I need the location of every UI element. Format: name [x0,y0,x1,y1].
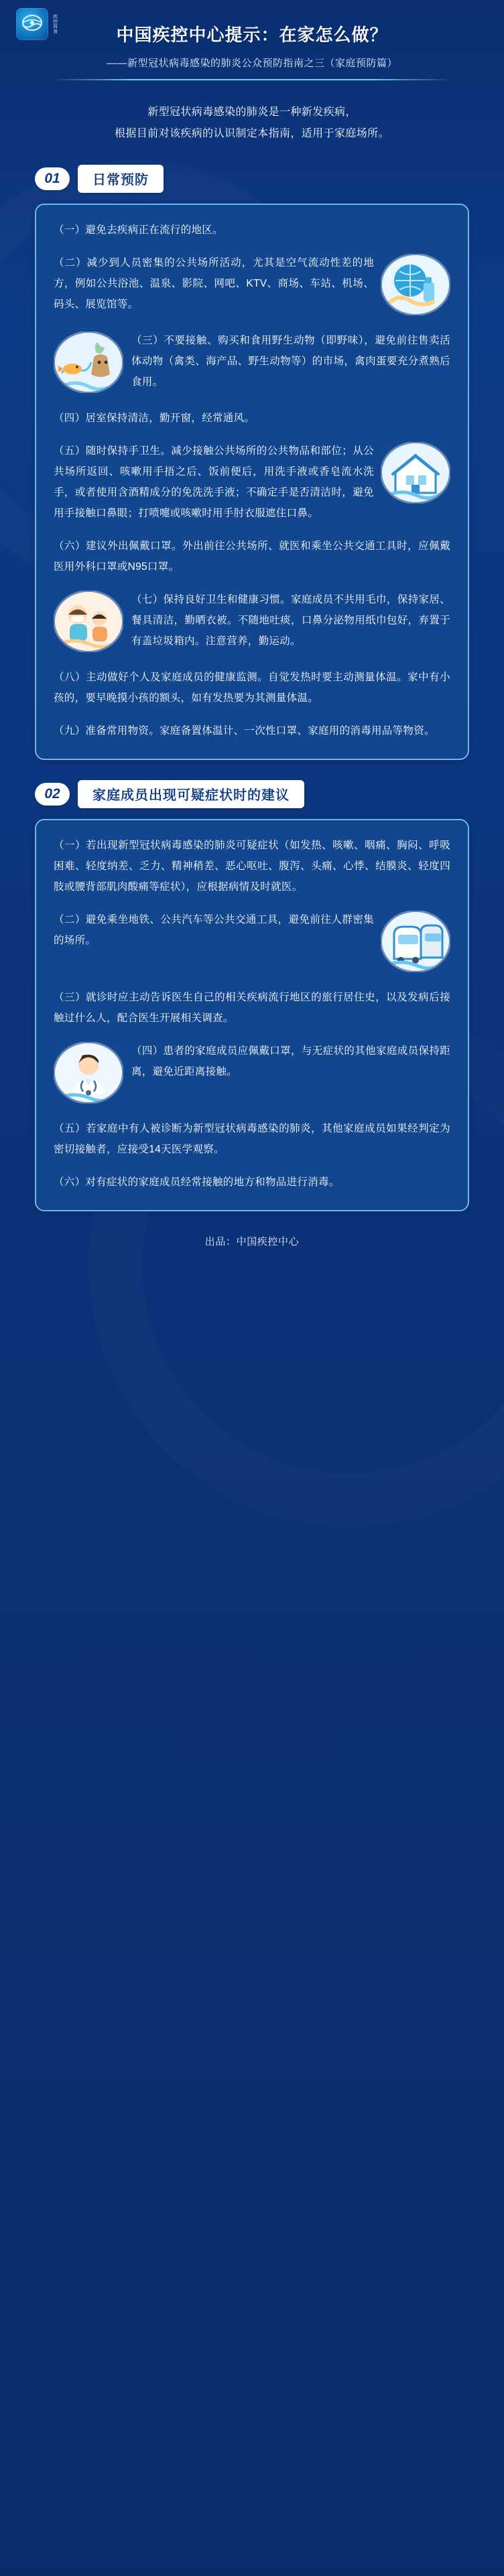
list-item: （六）建议外出佩戴口罩。外出前往公共场所、就医和乘坐公共交通工具时，应佩戴医用外科口罩或N95口罩。 [54,540,450,573]
intro-line-1: 新型冠状病毒感染的肺炎是一种新发疾病， [147,106,357,118]
page-header [0,0,504,84]
family-health-icon [54,591,123,652]
list-item-with-art [54,330,450,396]
list-item-text: （四）患者的家庭成员应佩戴口罩，与无症状的其他家庭成员保持距离，避免近距离接触。 [131,1045,450,1077]
list-item-text: （二）减少到人员密集的公共场所活动，尤其是空气流动性差的地方，例如公共浴池、温泉、影院、网吧、KTV、商场、车站、机场、码头、展览馆等。 [54,257,374,310]
list-item-text: （五）随时保持手卫生。减少接触公共场所的公共物品和部位；从公共场所返回、咳嗽用手捂之后、饭前便后，用洗手液或香皂流水洗手，或者使用含酒精成分的免洗洗手液；不确定手是否清洁时，避免用手接触口鼻眼；打喷嚏或咳嗽时用手肘衣服遮住口鼻。 [54,445,374,519]
list-item: （一）若出现新型冠状病毒感染的肺炎可疑症状（如发热、咳嗽、咽痛、胸闷、呼吸困难、轻度纳差、乏力、精神稍差、恶心呕吐、腹泻、头痛、心悸、结膜炎、轻度四肢或腰背部肌肉酸痛等症状），应根据病情及时就医。 [54,840,450,893]
page-title: 中国疾控中心提示：在家怎么做？ [116,25,388,45]
list-item: （九）准备常用物资。家庭备置体温计、一次性口罩、家庭用的消毒用品等物资。 [54,725,435,737]
list-item: （三）就诊时应主动告诉医生自己的相关疾病流行地区的旅行居住史，以及发病后接触过什么人，配合医生开展相关调查。 [54,992,450,1024]
logo-mark-icon [16,8,48,40]
list-item-with-art [54,909,450,975]
list-item-text: （七）保持良好卫生和健康习惯。家庭成员不共用毛巾，保持家居、餐具清洁，勤晒衣被。不随地吐痰，口鼻分泌物用纸巾包好，弃置于有盖垃圾箱内。注意营养，勤运动。 [131,594,450,647]
footer-source: 出品：中国疾控中心 [204,1236,300,1247]
section-header-01 [35,165,469,193]
doctor-icon [54,1042,123,1104]
page-subtitle: ——新型冠状病毒感染的肺炎公众预防指南之三（家庭预防篇） [106,58,397,69]
title-divider [51,79,453,80]
list-item-with-art [54,1041,450,1106]
section-number-01: 01 [35,167,70,190]
intro-line-2: 根据目前对该疾病的认识制定本指南，适用于家庭场所。 [114,128,389,139]
section-card-01 [35,204,469,760]
list-item-with-art [54,441,450,524]
bottom-bar [0,2569,504,2576]
globe-handwash-icon [381,254,450,315]
cdc-logo [16,7,74,42]
list-item: （一）避免去疾病正在流行的地区。 [54,224,223,236]
section-label-01: 日常预防 [78,165,164,193]
list-item-text: （二）避免乘坐地铁、公共汽车等公共交通工具，避免前往人群密集的场所。 [54,914,374,946]
section-card-02 [35,819,469,1211]
list-item-text: （三）不要接触、购买和食用野生动物（即野味），避免前往售卖活体动物（禽类、海产品、野生动物等）的市场，禽肉蛋要充分煮熟后食用。 [131,335,450,388]
list-item-with-art [54,589,450,655]
logo-text: 疾控科普 [52,14,58,34]
list-item-with-art [54,252,450,318]
list-item: （六）对有症状的家庭成员经常接触的地方和物品进行消毒。 [54,1177,340,1188]
list-item: （八）主动做好个人及家庭成员的健康监测。自觉发热时要主动测量体温。家中有小孩的，要早晚摸小孩的额头，如有发热要为其测量体温。 [54,672,450,704]
section-label-02: 家庭成员出现可疑症状时的建议 [78,780,304,808]
section-header-02 [35,780,469,808]
list-item: （五）若家庭中有人被诊断为新型冠状病毒感染的肺炎，其他家庭成员如果经判定为密切接触者，应接受14天医学观察。 [54,1123,450,1155]
wild-animals-icon [54,331,123,393]
intro-block [38,102,466,145]
list-item: （四）居室保持清洁，勤开窗，经常通风。 [54,412,255,424]
train-bus-icon [381,911,450,972]
section-number-02: 02 [35,783,70,806]
house-window-icon [381,442,450,504]
